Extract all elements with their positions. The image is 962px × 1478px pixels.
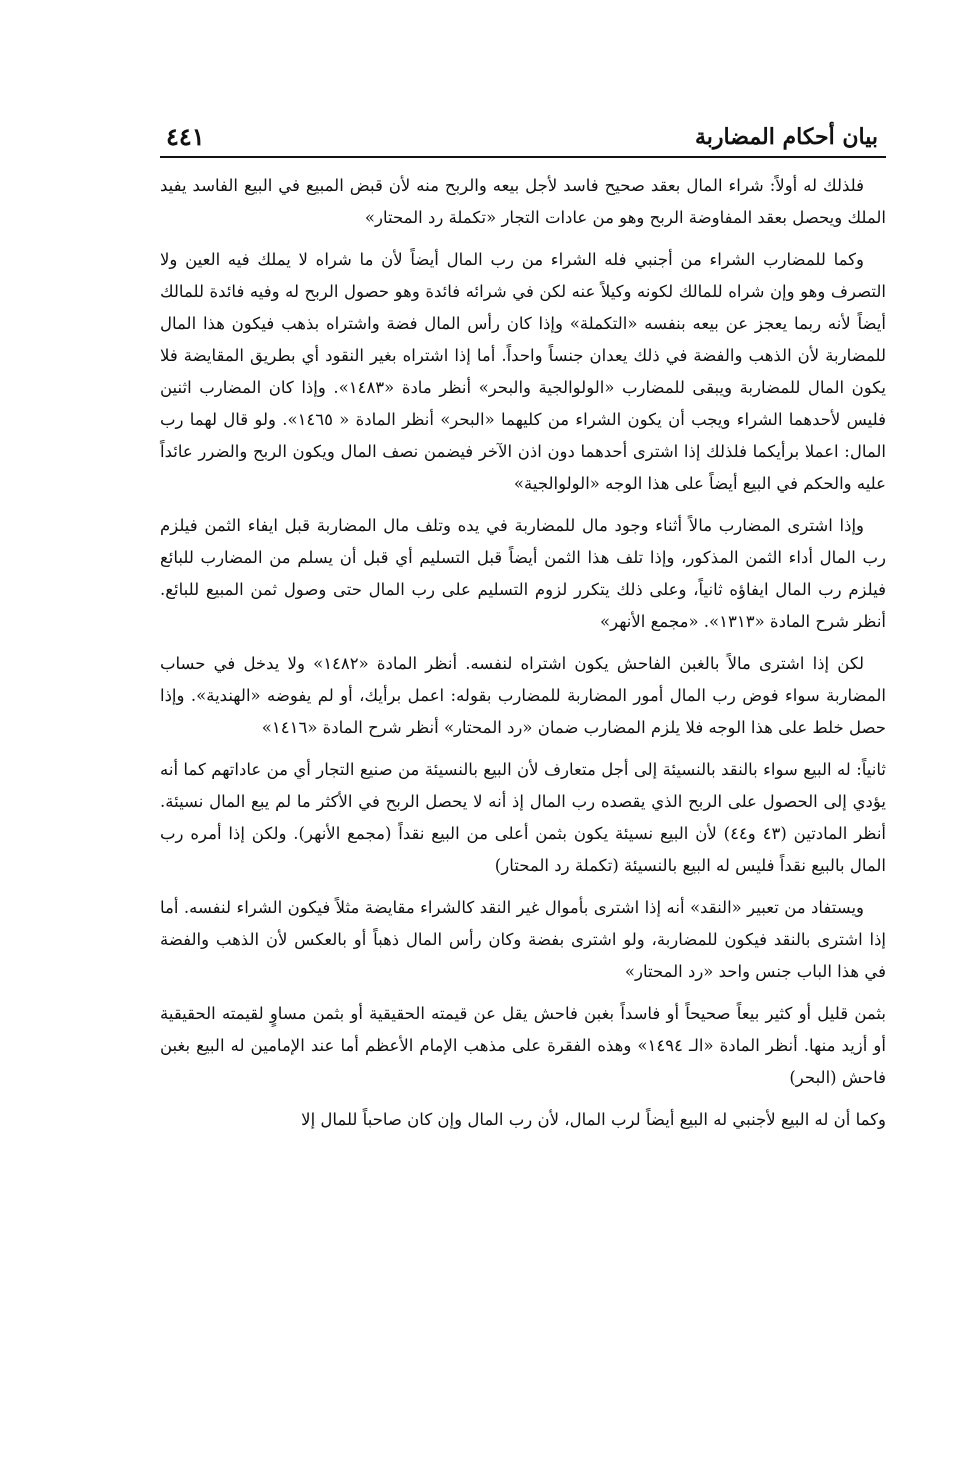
- page-body: [160, 170, 886, 1144]
- paragraph-6: ويستفاد من تعبير «النقد» أنه إذا اشترى بأموال غير النقد كالشراء مقايضة مثلاً فيكون الشراء لنفسه. أما إذا اشترى بالنقد فيكون للمضاربة، ولو اشترى بفضة وكان رأس المال ذهباً أو بالعكس لأن الذهب والفضة في هذا الباب جنس واحد «رد المحتار»: [160, 898, 886, 981]
- paragraph-5: ثانياً: له البيع سواء بالنقد بالنسيئة إلى أجل متعارف لأن البيع بالنسيئة من صنيع التجار أي من عاداتهم كما أنه يؤدي إلى الحصول على الربح الذي يقصده رب المال إذ أنه لا يحصل الربح في الأكثر ما لم يبع المال نسيئة. أنظر المادتين (٤٣ و٤٤) لأن البيع نسيئة يكون بثمن أعلى من البيع نقداً (مجمع الأنهر). ولكن إذا أمره رب المال بالبيع نقداً فليس له البيع بالنسيئة (تكملة رد المحتار): [160, 760, 887, 875]
- page-number: ٤٤١: [166, 122, 205, 151]
- paragraph-3: وإذا اشترى المضارب مالاً أثناء وجود مال للمضاربة في يده وتلف مال المضاربة قبل ايفاء الثمن فيلزم رب المال أداء الثمن المذكور، وإذا تلف هذا الثمن أيضاً قبل التسليم أي قبل أن يسلم من المضارب للبائع فيلزم رب المال ايفاؤه ثانياً، وعلى ذلك يتكرر لزوم التسليم على رب المال حتى وصول ثمن المبيع للبائع. أنظر شرح المادة «١٣١٣». «مجمع الأنهر»: [160, 516, 886, 631]
- paragraph-4: لكن إذا اشترى مالاً بالغبن الفاحش يكون اشتراه لنفسه. أنظر المادة «١٤٨٢» ولا يدخل في حساب المضاربة سواء فوض رب المال أمور المضاربة للمضارب بقوله: اعمل برأيك، أو لم يفوضه «الهندية». وإذا حصل خلط على هذا الوجه فلا يلزم المضارب ضمان «رد المحتار» أنظر شرح المادة «١٤١٦»: [160, 654, 886, 737]
- paragraph-1: فلذلك له أولاً: شراء المال بعقد صحيح فاسد لأجل بيعه والربح منه لأن قبض المبيع في البيع الفاسد يفيد الملك ويحصل بعقد المفاوضة الربح وهو من عادات التجار «تكملة رد المحتار»: [160, 176, 886, 227]
- page-header: [160, 118, 886, 158]
- paragraph-2: وكما للمضارب الشراء من أجنبي فله الشراء من رب المال أيضاً لأن ما شراه لا يملك فيه العين ولا التصرف وهو وإن شراه للمالك لكونه وكيلاً عنه لكن في شرائه فائدة وهو حصول الربح له وفيه فائدة للمالك أيضاً لأنه ربما يعجز عن بيعه بنفسه «التكملة» وإذا كان رأس المال فضة واشتراه بذهب فيكون هذا المال للمضاربة لأن الذهب والفضة في ذلك يعدان جنساً واحداً. أما إذا اشتراه بغير النقود أي بطريق المقايضة فلا يكون المال للمضاربة ويبقى للمضارب «الولوالجية والبحر» أنظر مادة «١٤٨٣». وإذا كان المضارب اثنين فليس لأحدهما الشراء ويجب أن يكون الشراء من كليهما «البحر» أنظر المادة « ١٤٦٥». ولو قال لهما رب المال: اعملا برأيكما فلذلك إذا اشترى أحدهما دون اذن الآخر فيضمن نصف المال ويكون الربح والضرر عائداً عليه والحكم في البيع أيضاً على هذا الوجه «الولوالجية»: [160, 250, 886, 493]
- running-title: بيان أحكام المضاربة: [695, 124, 878, 150]
- paragraph-8: وكما أن له البيع لأجنبي له البيع أيضاً لرب المال، لأن رب المال وإن كان صاحباً للمال إلا: [301, 1110, 886, 1129]
- paragraph-7: بثمن قليل أو كثير بيعاً صحيحاً أو فاسداً بغبن فاحش يقل عن قيمته الحقيقية أو بثمن مساوٍ لقيمته الحقيقية أو أزيد منها. أنظر المادة «الـ ١٤٩٤» وهذه الفقرة على مذهب الإمام الأعظم أما عند الإمامين له البيع بغبن فاحش (البحر): [160, 1004, 886, 1087]
